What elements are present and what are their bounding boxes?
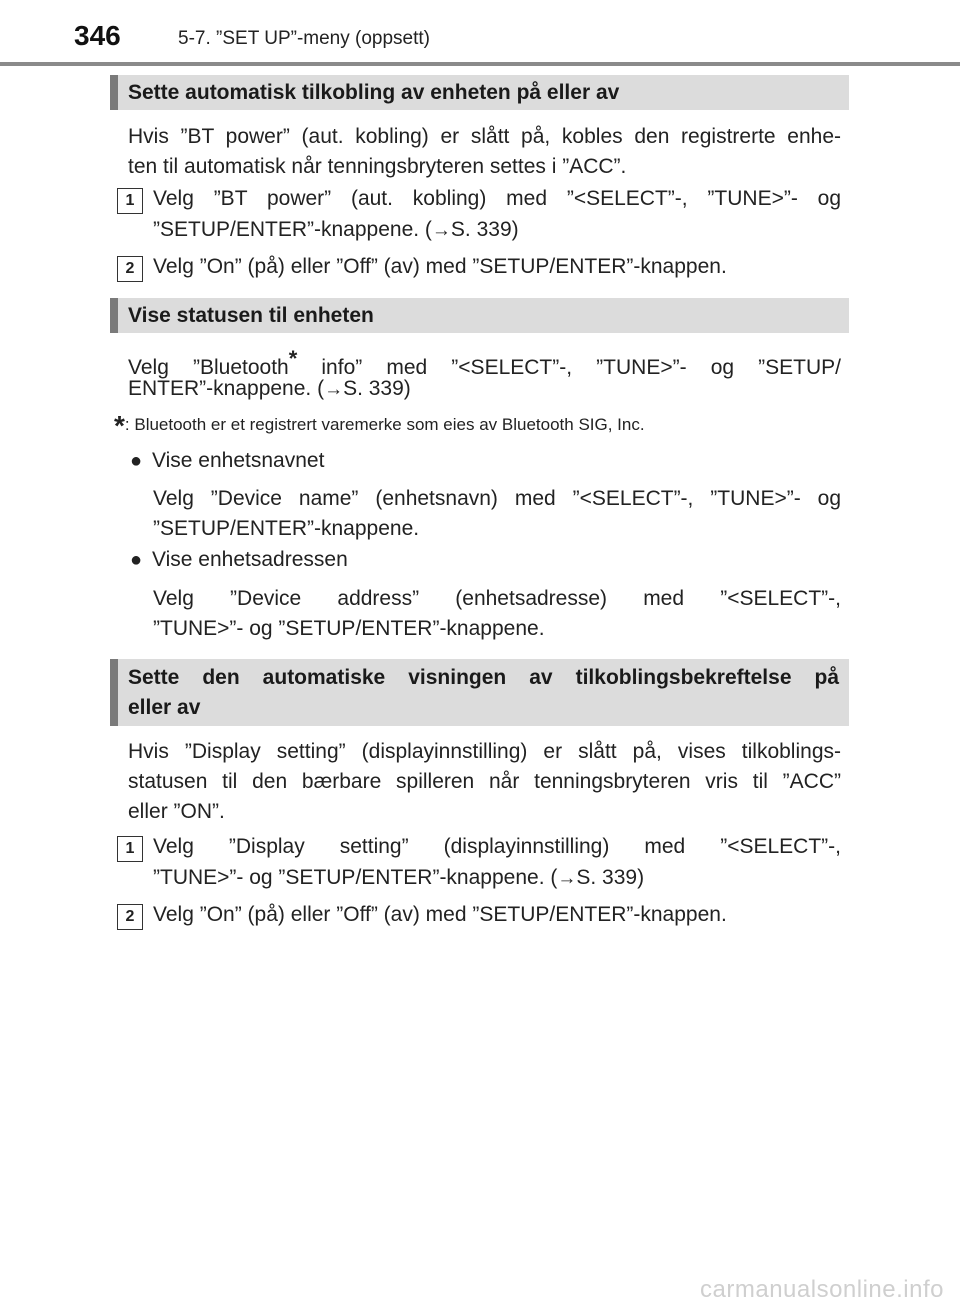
bullet1-line2: ”SETUP/ENTER”-knappene.: [153, 517, 420, 540]
arrow-right-icon: →: [431, 220, 451, 241]
header-divider: [0, 62, 960, 66]
bullet-item: [130, 446, 324, 476]
step-number-badge: 2: [117, 256, 143, 282]
bullet-icon: ●: [130, 549, 143, 571]
step-number-badge: 1: [117, 836, 143, 862]
footnote-star: *: [114, 410, 125, 441]
bullet-title: Vise enhetsadressen: [152, 548, 348, 571]
page-reference-link[interactable]: S. 339): [343, 377, 411, 400]
bullet-icon: ●: [130, 450, 143, 472]
section2-line2: [128, 374, 841, 405]
section-heading-display-setting: [110, 659, 849, 726]
section-heading-device-status: Vise statusen til enheten: [110, 298, 849, 333]
step-number-badge: 2: [117, 904, 143, 930]
bullet1-line1: Velg ”Device name” (enhetsnavn) med ”<SELECT”-, ”TUNE>”- og: [153, 487, 841, 510]
step-number-badge: 1: [117, 188, 143, 214]
arrow-right-icon: →: [324, 379, 344, 400]
chapter-title: 5-7. ”SET UP”-meny (oppsett): [178, 28, 431, 49]
page-number: 346: [74, 20, 121, 51]
footnote: [114, 412, 844, 439]
heading-line: eller av: [128, 696, 201, 719]
bullet-item: [130, 545, 348, 575]
text-segment: info” med ”<SELECT”-, ”TUNE>”- og ”SETUP/: [297, 356, 842, 379]
heading-line: Sette den automatiske visningen av tilkoblingsbekreftelse på: [128, 666, 839, 689]
bullet2-line2: ”TUNE>”- og ”SETUP/ENTER”-knappene.: [153, 617, 545, 640]
section3-step1-line2: [153, 863, 841, 894]
section3-step1-line1: Velg ”Display setting” (displayinnstilling) med ”<SELECT”-,: [153, 835, 841, 858]
bullet2-line1: Velg ”Device address” (enhetsadresse) med ”<SELECT”-,: [153, 587, 841, 610]
section1-intro-line2: ten til automatisk når tenningsbryteren settes i ”ACC”.: [128, 155, 627, 178]
footnote-text: : Bluetooth er et registrert varemerke som eies av Bluetooth SIG, Inc.: [124, 415, 645, 434]
section1-step1-line1: Velg ”BT power” (aut. kobling) med ”<SELECT”-, ”TUNE>”- og: [153, 187, 841, 210]
arrow-right-icon: →: [557, 868, 577, 889]
step-text: ”TUNE>”- og ”SETUP/ENTER”-knappene. (: [153, 866, 558, 889]
text-segment: ENTER”-knappene. (: [128, 377, 325, 400]
text-segment: Velg ”Bluetooth: [128, 356, 289, 379]
section3-intro-line3: eller ”ON”.: [128, 800, 225, 823]
section-heading-auto-connect: Sette automatisk tilkobling av enheten på eller av: [110, 75, 849, 110]
page-reference-link[interactable]: S. 339): [576, 866, 645, 889]
section3-intro-line2: statusen til den bærbare spilleren når tenningsbryteren vris til ”ACC”: [128, 770, 841, 793]
watermark: carmanualsonline.info: [700, 1276, 944, 1303]
section3-step2-text: Velg ”On” (på) eller ”Off” (av) med ”SETUP/ENTER”-knappen.: [153, 903, 727, 926]
page-reference-link[interactable]: S. 339): [450, 218, 519, 241]
section1-intro-line1: Hvis ”BT power” (aut. kobling) er slått på, kobles den registrerte enhe-: [128, 125, 841, 148]
footnote-marker: *: [288, 346, 298, 371]
section1-step2-text: Velg ”On” (på) eller ”Off” (av) med ”SETUP/ENTER”-knappen.: [153, 255, 727, 278]
section1-step1-line2: [153, 215, 841, 246]
bullet-title: Vise enhetsnavnet: [152, 449, 325, 472]
step-text: ”SETUP/ENTER”-knappene. (: [153, 218, 432, 241]
section3-intro-line1: Hvis ”Display setting” (displayinnstilling) er slått på, vises tilkoblings-: [128, 740, 841, 763]
